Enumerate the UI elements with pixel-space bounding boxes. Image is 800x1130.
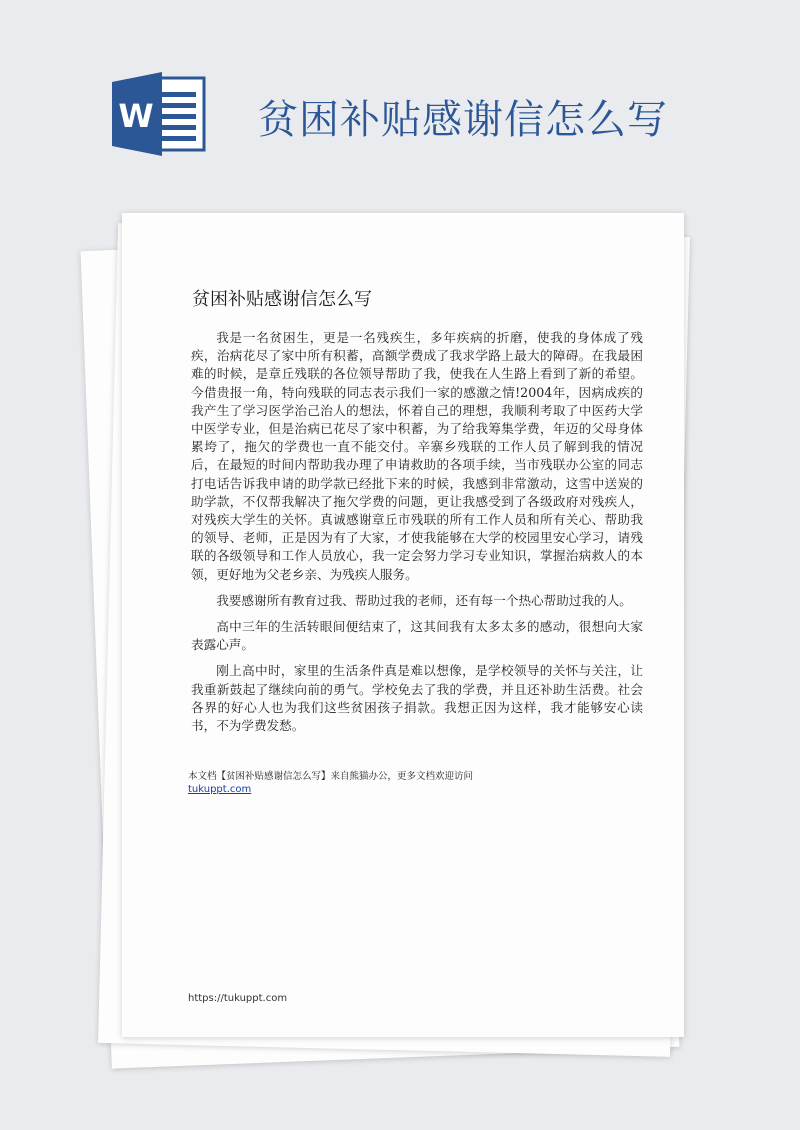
svg-text:W: W	[118, 97, 154, 135]
paragraph: 刚上高中时，家里的生活条件真是难以想像，是学校领导的关怀与关注，让我重新鼓起了继续向前的勇气。学校免去了我的学费，并且还补助生活费。社会各界的好心人也为我们这些贫困孩子捐款。我想正因为这样，我才能够安心读书，不为学费发愁。	[191, 663, 643, 734]
paragraph: 我是一名贫困生，更是一名残疾生，多年疾病的折磨，使我的身体成了残疾，治病花尽了家中所有积蓄，高额学费成了我求学路上最大的障碍。在我最困难的时候，是章丘残联的各位领导帮助了我，使我在人生路上看到了新的希望。今借贵报一角，特向残联的同志表示我们一家的感激之情!2004年，因病成疾的我产生了学习医学治己治人的想法，怀着自己的理想，我顺利考取了中医药大学中医学专业，但是治病已花尽了家中积蓄，为了给我筹集学费，年迈的父母身体累垮了，拖欠的学费也一直不能交付。辛寨乡残联的工作人员了解到我的情况后，在最短的时间内帮助我办理了申请救助的各项手续，当市残联办公室的同志打电话告诉我申请的助学款已经批下来的时候，我感到非常激动，这雪中送炭的助学款，不仅帮我解决了拖欠学费的问题，更让我感受到了各级政府对残疾人，对残疾大学生的关怀。真诚感谢章丘市残联的所有工作人员和所有关心、帮助我的领导、老师，正是因为有了大家，才使我能够在大学的校园里安心学习，请残联的各级领导和工作人员放心，我一定会努力学习专业知识，掌握治病救人的本领，更好地为父老乡亲、为残疾人服务。	[191, 330, 643, 582]
document-page	[122, 213, 684, 1037]
page-title: 贫困补贴感谢信怎么写	[258, 97, 668, 143]
paragraph: 我要感谢所有教育过我、帮助过我的老师，还有每一个热心帮助过我的人。	[216, 592, 632, 608]
document-title: 贫困补贴感谢信怎么写	[192, 289, 372, 310]
word-document-icon	[112, 72, 208, 156]
paragraph: 高中三年的生活转眼间便结束了，这其间我有太多太多的感动，很想向大家表露心声。	[191, 619, 643, 653]
source-link[interactable]: tukuppt.com	[188, 784, 252, 795]
document-body	[191, 329, 643, 743]
source-note-text: 本文档【贫困补贴感谢信怎么写】来自熊猫办公，更多文档欢迎访问	[188, 771, 474, 782]
source-note	[188, 770, 473, 796]
page-footer-url: https://tukuppt.com	[188, 993, 288, 1004]
